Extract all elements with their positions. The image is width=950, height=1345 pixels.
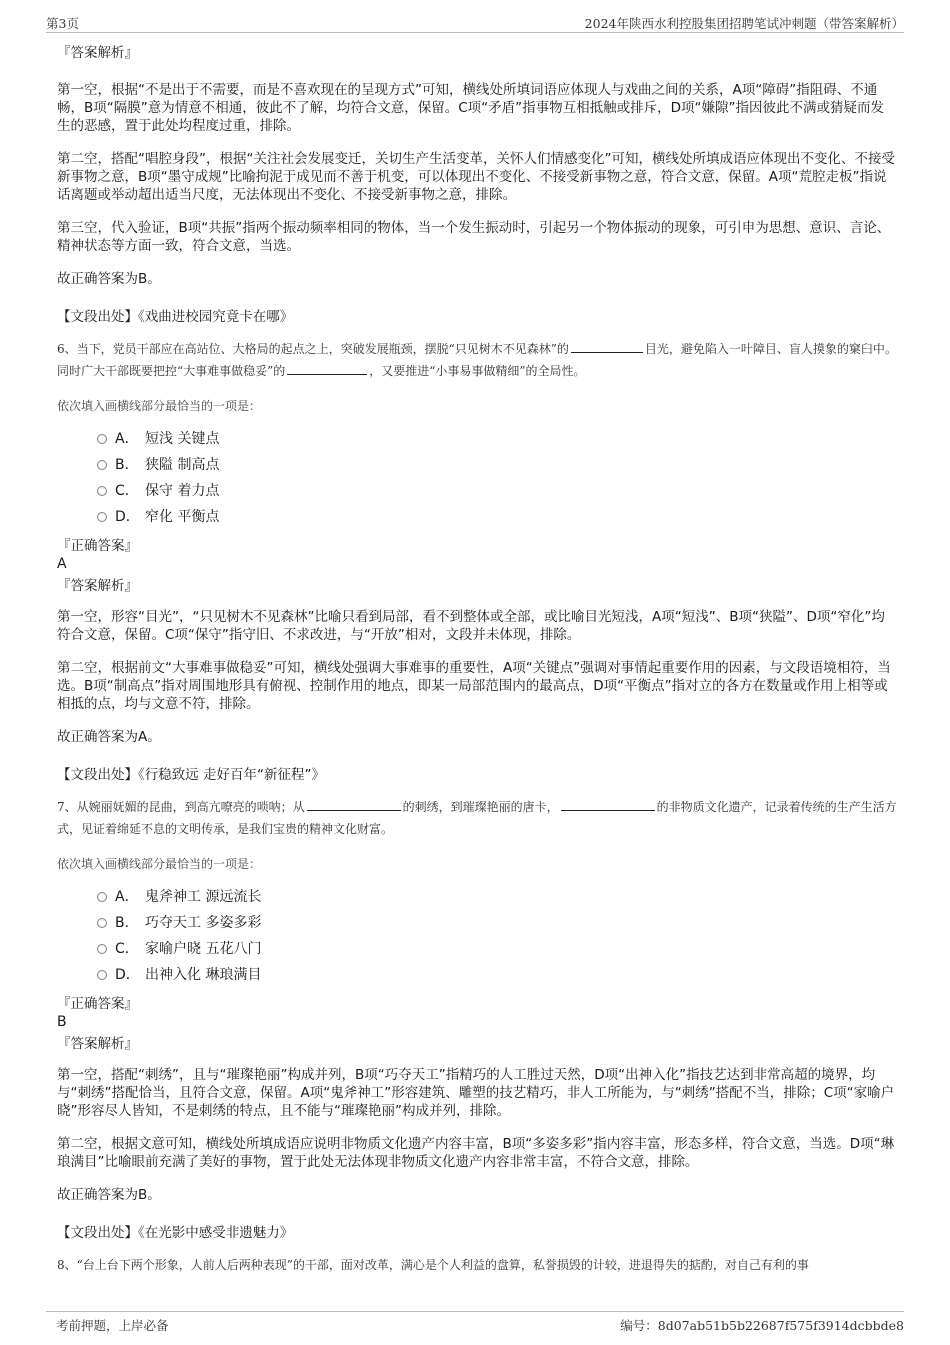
question-6-stem [57, 338, 897, 382]
q7-analysis-2: 第二空，根据文意可知，横线处所填成语应说明非物质文化遗产内容丰富，B项“多姿多彩”指内容丰富，形态多样，符合文意，当选。D项“琳琅满目”比喻眼前充满了美好的事物，置于此处无法体现非物质文化遗产内容非常丰富，不符合文意，排除。 [57, 1136, 895, 1170]
page-number: 第3页 [46, 16, 79, 31]
radio-icon[interactable] [97, 918, 107, 928]
option-text: 狭隘 制高点 [145, 457, 220, 473]
q7-stem-part2: 的刺绣，到璀璨艳丽的唐卡， [402, 800, 559, 814]
q7-option-a[interactable] [97, 884, 897, 910]
option-letter: D． [115, 509, 140, 525]
q6-source: 【文段出处】《行稳致远 走好百年“新征程”》 [57, 767, 326, 783]
analysis-label: 『答案解析』 [57, 1036, 138, 1052]
q6-option-c[interactable] [97, 478, 897, 504]
correct-answer-label: 『正确答案』 [57, 538, 138, 554]
page-header [46, 14, 904, 33]
q6-blank-2 [287, 362, 367, 375]
q6-answer: A [57, 556, 67, 572]
q7-blank-1 [307, 798, 401, 811]
footer-slogan: 考前押题，上岸必备 [56, 1318, 169, 1333]
q5-analysis-2: 第二空，搭配“唱腔身段”，根据“关注社会发展变迁，关切生产生活变革，关怀人们情感变化”可知，横线处所填成语应体现出不变化、不接受新事物之意，B项“墨守成规”比喻拘泥于成见而不善于机变，可以体现出不变化、不接受新事物之意，符合文意，保留。A项“荒腔走板”指说话离题或举动超出适当尺度，无法体现出不变化、不接受新事物之意，排除。 [57, 151, 895, 203]
q5-analysis-1: 第一空，根据“不是出于不需要，而是不喜欢现在的呈现方式”可知，横线处所填词语应体现人与戏曲之间的关系，A项“障碍”指阻碍、不通畅，B项“隔膜”意为情意不相通，彼此不了解，均符合文意，保留。C项“矛盾”指事物互相抵触或排斥，D项“嫌隙”指因彼此不满或猜疑而发生的恶感，置于此处均程度过重，排除。 [57, 82, 885, 134]
option-letter: A． [115, 431, 139, 447]
option-letter: D． [115, 967, 140, 983]
correct-answer-label: 『正确答案』 [57, 996, 138, 1012]
q6-blank-1 [571, 340, 643, 353]
q6-option-a[interactable] [97, 426, 897, 452]
q6-stem-part2: 目光，避免陷入一叶障目、盲人摸象的窠臼中。同时广大干部既要把控“大事难事做稳妥”的 [57, 342, 897, 378]
q5-analysis-3: 第三空，代入验证，B项“共振”指两个振动频率相同的物体，当一个发生振动时，引起另一个物体振动的现象，可引申为思想、意识、言论、精神状态等方面一致，符合文意，当选。 [57, 220, 891, 254]
q6-conclusion: 故正确答案为A。 [57, 729, 161, 745]
option-text: 鬼斧神工 源远流长 [145, 889, 262, 905]
q7-stem-part3: 的非物质文化遗产，记录着传统的生产生活方式，见证着绵延不息的文明传承，是我们宝贵的精神文化财富。 [57, 800, 897, 836]
radio-icon[interactable] [97, 486, 107, 496]
option-letter: B． [115, 457, 139, 473]
q6-analysis-1: 第一空，形容“目光”，“只见树木不见森林”比喻只看到局部，看不到整体或全部，或比喻目光短浅，A项“短浅”、B项“狭隘”、D项“窄化”均符合文意，保留。C项“保守”指守旧、不求改进，与“开放”相对，文段并未体现，排除。 [57, 609, 885, 643]
radio-icon[interactable] [97, 944, 107, 954]
q6-stem-part3: ，又要推进“小事易事做精细”的全局性。 [369, 364, 586, 378]
q6-stem-part1: 6、当下，党员干部应在高站位、大格局的起点之上，突破发展瓶颈，摆脱“只见树木不见森林”的 [57, 342, 569, 356]
q7-option-d[interactable] [97, 962, 897, 988]
option-text: 窄化 平衡点 [145, 509, 220, 525]
q7-option-c[interactable] [97, 936, 897, 962]
analysis-label: 『答案解析』 [57, 578, 138, 594]
radio-icon[interactable] [97, 892, 107, 902]
option-letter: C． [115, 941, 139, 957]
q7-blank-2 [561, 798, 655, 811]
option-text: 家喻户晓 五花八门 [145, 941, 262, 957]
option-letter: A． [115, 889, 139, 905]
q7-source: 【文段出处】《在光影中感受非遗魅力》 [57, 1225, 294, 1241]
q7-conclusion: 故正确答案为B。 [57, 1187, 161, 1203]
option-text: 巧夺天工 多姿多彩 [145, 915, 262, 931]
option-letter: B． [115, 915, 139, 931]
radio-icon[interactable] [97, 460, 107, 470]
document-title: 2024年陕西水利控股集团招聘笔试冲刺题（带答案解析） [584, 16, 904, 31]
q7-stem-part1: 7、从婉丽妩媚的昆曲，到高亢嘹亮的唢呐；从 [57, 800, 305, 814]
radio-icon[interactable] [97, 512, 107, 522]
option-text: 出神入化 琳琅满目 [145, 967, 262, 983]
q7-option-b[interactable] [97, 910, 897, 936]
question-8-stem: 8、“台上台下两个形象，人前人后两种表现”的干部，面对改革，满心是个人利益的盘算，私誉损毁的计较，进退得失的掂酌，对自己有利的事 [57, 1258, 809, 1272]
option-text: 保守 着力点 [145, 483, 220, 499]
q6-options [97, 426, 897, 530]
main-content [57, 40, 897, 1276]
q7-answer: B [57, 1014, 67, 1030]
option-letter: C． [115, 483, 139, 499]
option-text: 短浅 关键点 [145, 431, 220, 447]
document-id: 编号：8d07ab51b5b22687f575f3914dcbbde8 [620, 1318, 904, 1333]
radio-icon[interactable] [97, 970, 107, 980]
q6-option-b[interactable] [97, 452, 897, 478]
radio-icon[interactable] [97, 434, 107, 444]
q6-option-d[interactable] [97, 504, 897, 530]
page-footer [46, 1311, 904, 1332]
q5-source: 【文段出处】《戏曲进校园究竟卡在哪》 [57, 309, 294, 325]
q5-conclusion: 故正确答案为B。 [57, 271, 161, 287]
q7-analysis-1: 第一空，搭配“刺绣”，且与“璀璨艳丽”构成并列，B项“巧夺天工”指精巧的人工胜过天然，D项“出神入化”指技艺达到非常高超的境界，均与“刺绣”搭配恰当，且符合文意，保留。A项“鬼斧神工”形容建筑、雕塑的技艺精巧，非人工所能为，与“刺绣”搭配不当，排除；C项“家喻户晓”形容尽人皆知，不是刺绣的特点，且不能与“璀璨艳丽”构成并列，排除。 [57, 1067, 895, 1119]
q6-prompt: 依次填入画横线部分最恰当的一项是： [57, 399, 262, 413]
q7-prompt: 依次填入画横线部分最恰当的一项是： [57, 857, 262, 871]
q6-analysis-2: 第二空，根据前文“大事难事做稳妥”可知，横线处强调大事难事的重要性，A项“关键点”强调对事情起重要作用的因素，与文段语境相符，当选。B项“制高点”指对周围地形具有俯视、控制作用的地点，即某一局部范围内的最高点，D项“平衡点”指对立的各方在数量或作用上相等或相抵的点，均与文意不符，排除。 [57, 660, 891, 712]
analysis-label: 『答案解析』 [57, 45, 138, 61]
q7-options [97, 884, 897, 988]
question-7-stem [57, 796, 897, 840]
